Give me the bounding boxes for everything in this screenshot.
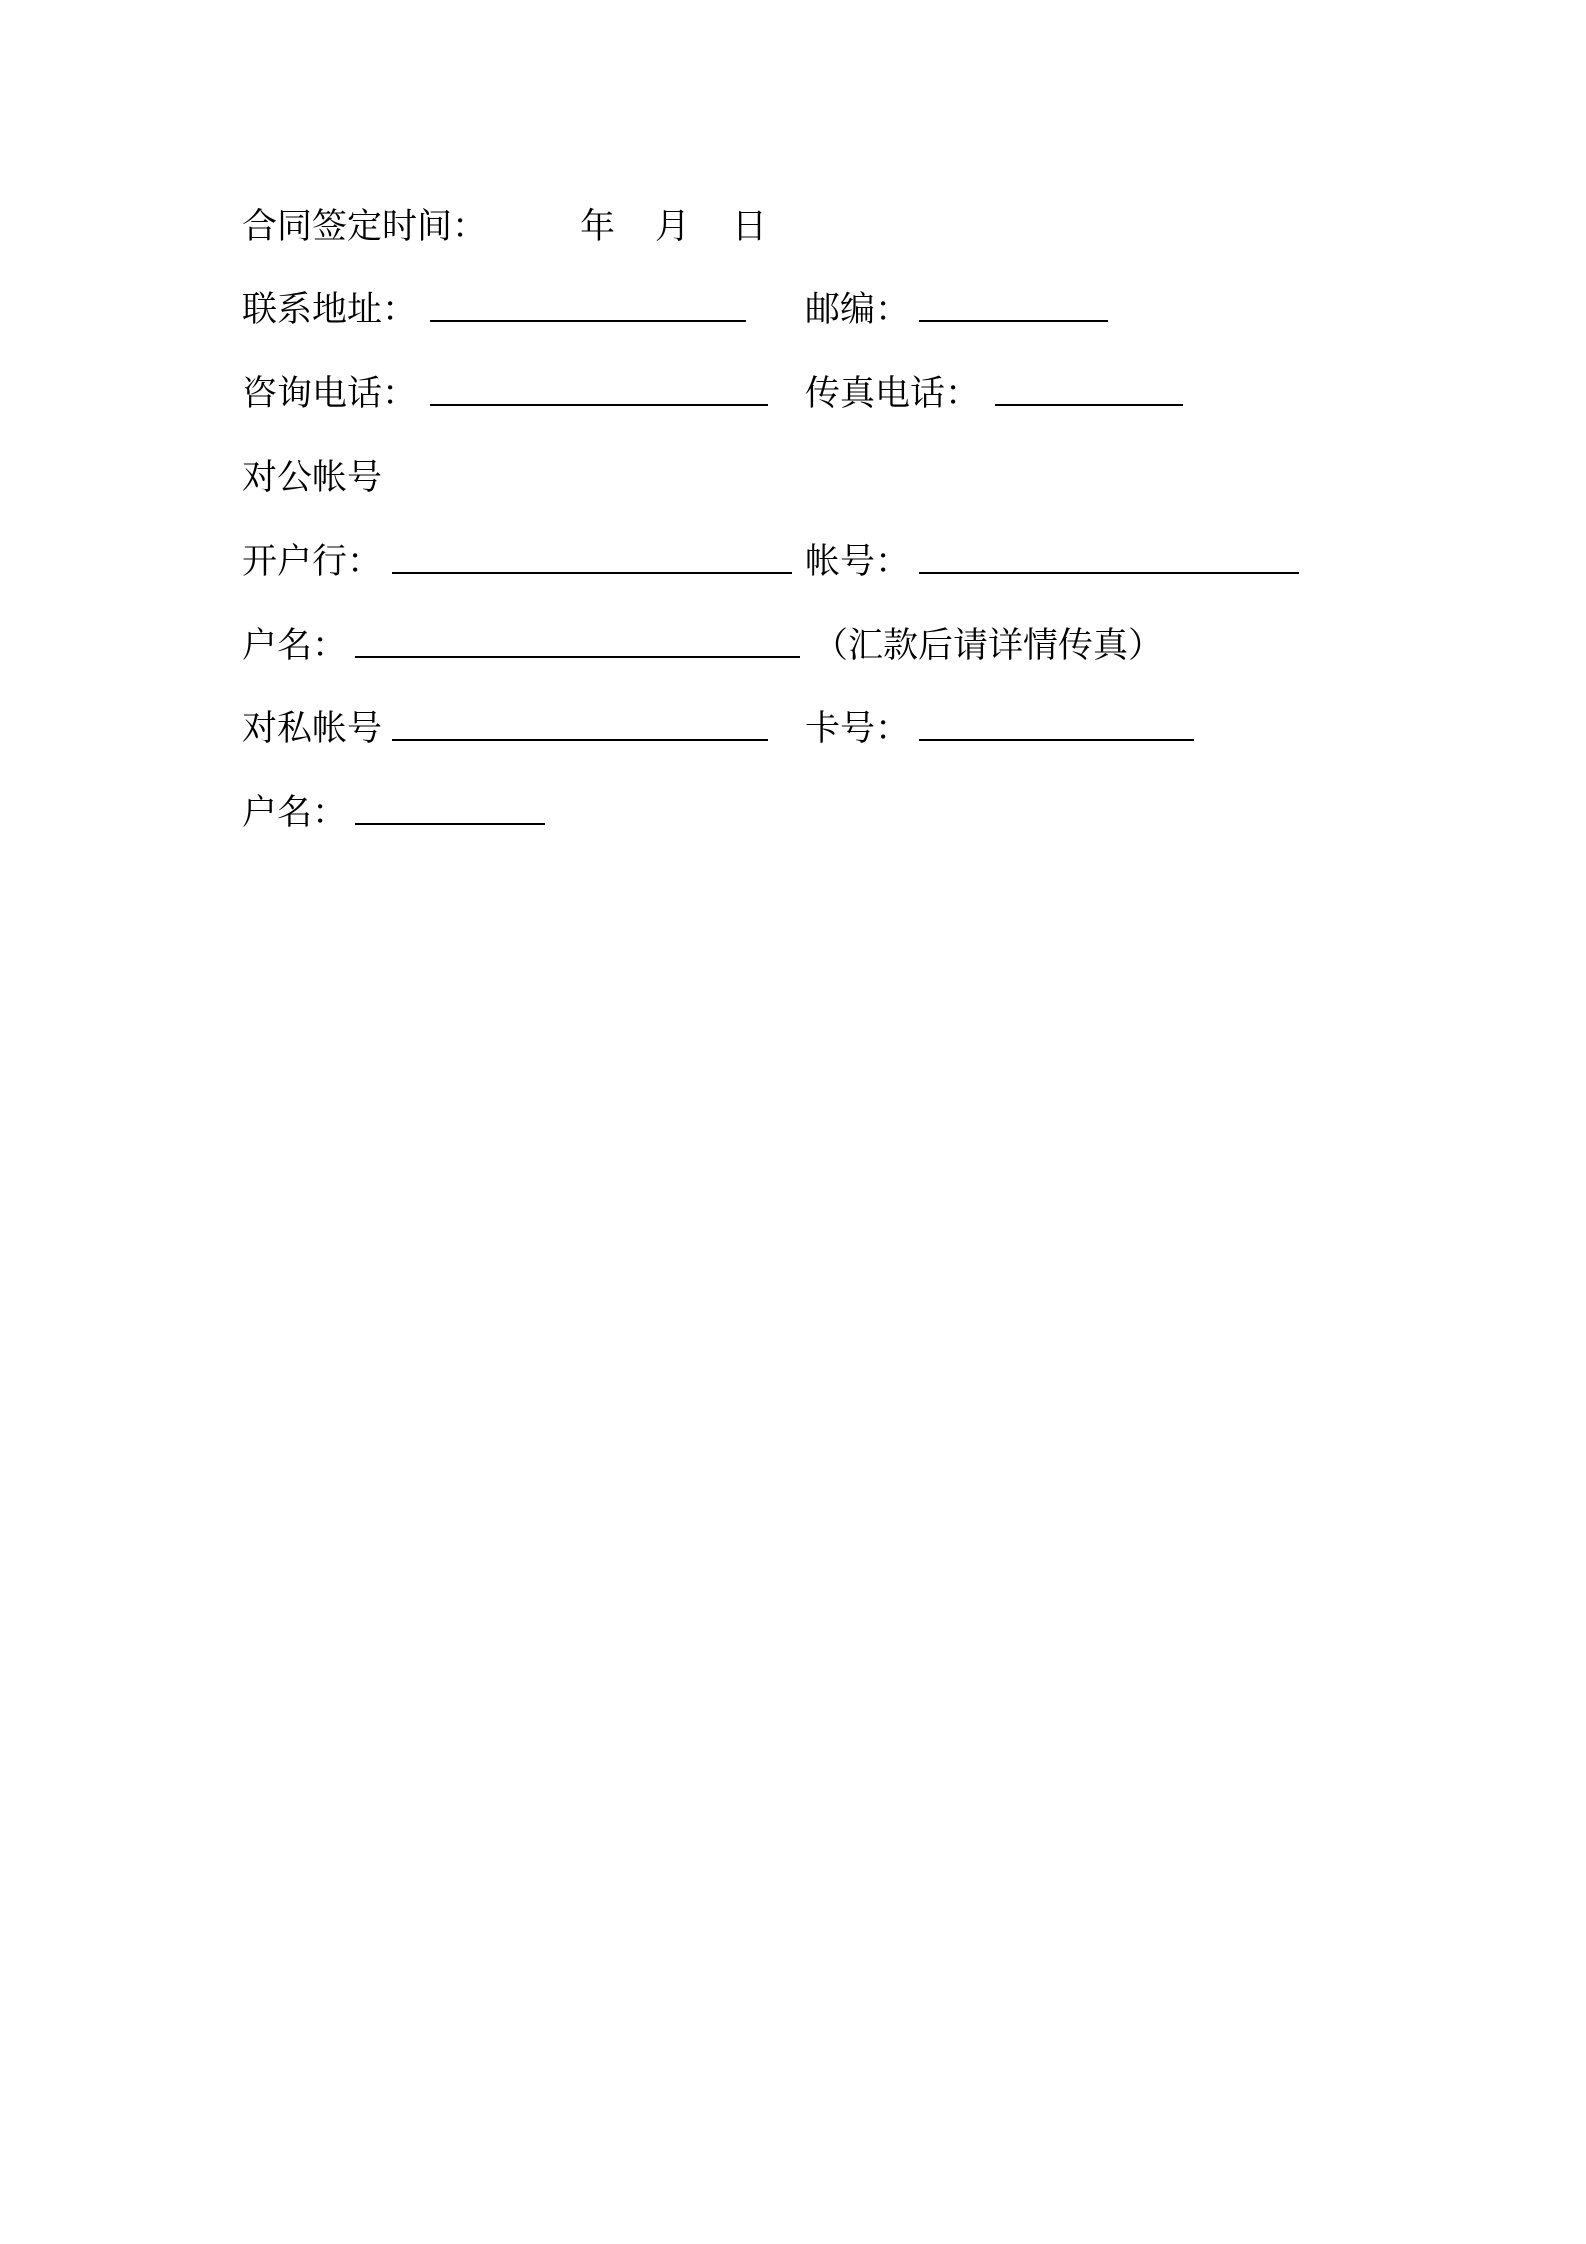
private-name-label: 户名： bbox=[242, 793, 348, 833]
year-label: 年 bbox=[580, 207, 616, 247]
fax-label: 传真电话： bbox=[805, 374, 981, 414]
private-name-blank[interactable] bbox=[355, 791, 545, 836]
private-name-line bbox=[242, 791, 348, 967]
corporate-name-label: 户名： bbox=[242, 626, 348, 666]
account-blank[interactable] bbox=[919, 540, 1299, 585]
signing-date-label: 合同签定时间： bbox=[242, 207, 488, 247]
private-account-blank[interactable] bbox=[392, 707, 768, 752]
fax-note: （汇款后请详情传真） bbox=[813, 626, 1164, 666]
account-label: 帐号： bbox=[805, 542, 911, 582]
address-label: 联系地址： bbox=[242, 290, 418, 330]
corporate-name-blank[interactable] bbox=[355, 624, 800, 669]
card-label: 卡号： bbox=[805, 709, 911, 749]
bank-label: 开户行： bbox=[242, 542, 383, 582]
fax-blank[interactable] bbox=[995, 372, 1183, 417]
card-blank[interactable] bbox=[919, 707, 1194, 752]
postcode-blank[interactable] bbox=[919, 288, 1108, 333]
month-label: 月 bbox=[655, 207, 691, 247]
phone-blank[interactable] bbox=[430, 372, 768, 417]
address-blank[interactable] bbox=[430, 288, 746, 333]
private-account-label: 对私帐号 bbox=[242, 709, 383, 749]
postcode-label: 邮编： bbox=[805, 290, 911, 330]
bank-blank[interactable] bbox=[392, 540, 792, 585]
phone-label: 咨询电话： bbox=[242, 374, 418, 414]
day-label: 日 bbox=[732, 207, 768, 247]
corporate-account-heading: 对公帐号 bbox=[242, 458, 383, 498]
